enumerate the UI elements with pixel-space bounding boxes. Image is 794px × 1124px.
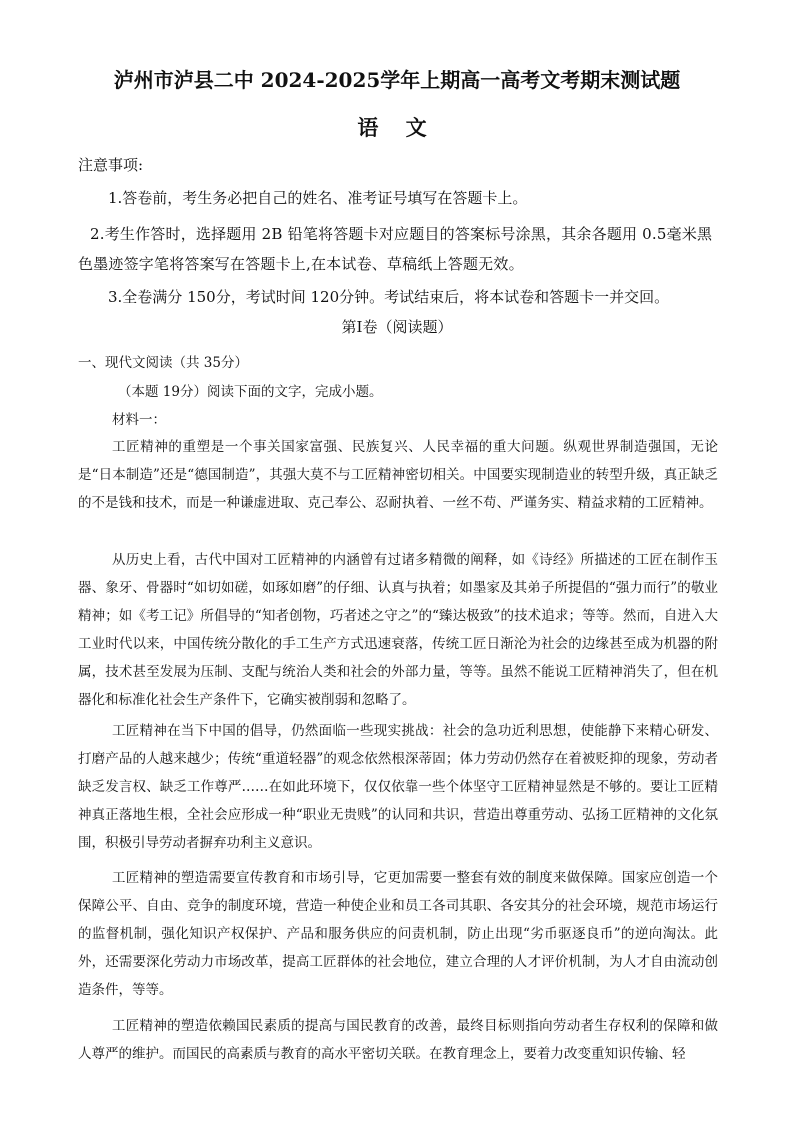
material-label: 材料一： [112, 412, 166, 428]
section-title: 第Ⅰ卷（阅读题） [341, 318, 453, 336]
paragraph: 从历史上看，古代中国对工匠精神的内涵曾有过诸多精微的阐释，如《诗经》所描述的工匠在制作玉器、象牙、骨器时“如切如磋，如琢如磨”的仔细、认真与执着；如墨家及其弟子所提倡的“强力而行”的敬业精神；如《考工记》所倡导的“知者创物，巧者述之守之”的“臻达极致”的技术追求；等等。然而，自进入大工业时代以来，中国传统分散化的手工生产方式迅速衰落，传统工匠日渐沦为社会的边缘甚至成为机器的附属，技术甚至发展为压制、支配与统治人类和社会的外部力量，等等。虽然不能说工匠精神消失了，但在机器化和标准化社会生产条件下，它确实被削弱和忽略了。 [78, 552, 718, 708]
part-heading: 一、现代文阅读（共 35分） [78, 355, 248, 371]
exam-title: 泸州市泸县二中 2024-2025学年上期高一高考文考期末测试题 [113, 68, 681, 92]
paragraph: 工匠精神在当下中国的倡导，仍然面临一些现实挑战：社会的急功近利思想，使能静下来精心研发、打磨产品的人越来越少；传统“重道轻器”的观念依然根深蒂固；体力劳动仍然存在着被贬抑的现象，劳动者缺乏发言权、缺乏工作尊严……在如此环境下，仅仅依靠一些个体坚守工匠精神显然是不够的。要让工匠精神真正落地生根，全社会应形成一种“职业无贵贱”的认同和共识，营造出尊重劳动、弘扬工匠精神的文化氛围，积极引导劳动者摒弃功利主义意识。 [78, 723, 718, 851]
question-instruction: （本题 19分）阅读下面的文字，完成小题。 [118, 384, 383, 400]
notice-item-2: 2.考生作答时，选择题用 2B 铅笔将答题卡对应题目的答案标号涂黑，其余各题用 0.5毫米黑色墨迹签字笔将答案写在答题卡上,在本试卷、草稿纸上答题无效。 [78, 225, 713, 273]
subject-title: 语 文 [357, 115, 437, 140]
notice-item-3: 3.全卷满分 150分，考试时间 120分钟。考试结束后，将本试卷和答题卡一并交回。 [108, 288, 670, 306]
paragraph: 工匠精神的重塑是一个事关国家富强、民族复兴、人民幸福的重大问题。纵观世界制造强国，无论是“日本制造”还是“德国制造”，其强大莫不与工匠精神密切相关。中国要实现制造业的转型升级，真正缺乏的不是钱和技术，而是一种谦虚进取、克己奉公、忍耐执着、一丝不苟、严谨务实、精益求精的工匠精神。 [78, 439, 718, 511]
notice-item-1: 1.答卷前，考生务必把自己的姓名、准考证号填写在答题卡上。 [108, 189, 528, 207]
paragraph: 工匠精神的塑造需要宣传教育和市场引导，它更加需要一整套有效的制度来做保障。国家应创造一个保障公平、自由、竞争的制度环境，营造一种使企业和员工各司其职、各安其分的社会环境，规范市场运行的监督机制，强化知识产权保护、产品和服务供应的问责机制，防止出现“劣币驱逐良币”的逆向淘汰。此外，还需要深化劳动力市场改革，提高工匠群体的社会地位，建立合理的人才评价机制，为人才自由流动创造条件，等等。 [78, 870, 718, 998]
notice-heading: 注意事项: [78, 156, 144, 174]
paragraph: 工匠精神的塑造依赖国民素质的提高与国民教育的改善，最终目标则指向劳动者生存权利的保障和做人尊严的维护。而国民的高素质与教育的高水平密切关联。在教育理念上，要着力改变重知识传输、轻 [78, 1018, 718, 1062]
